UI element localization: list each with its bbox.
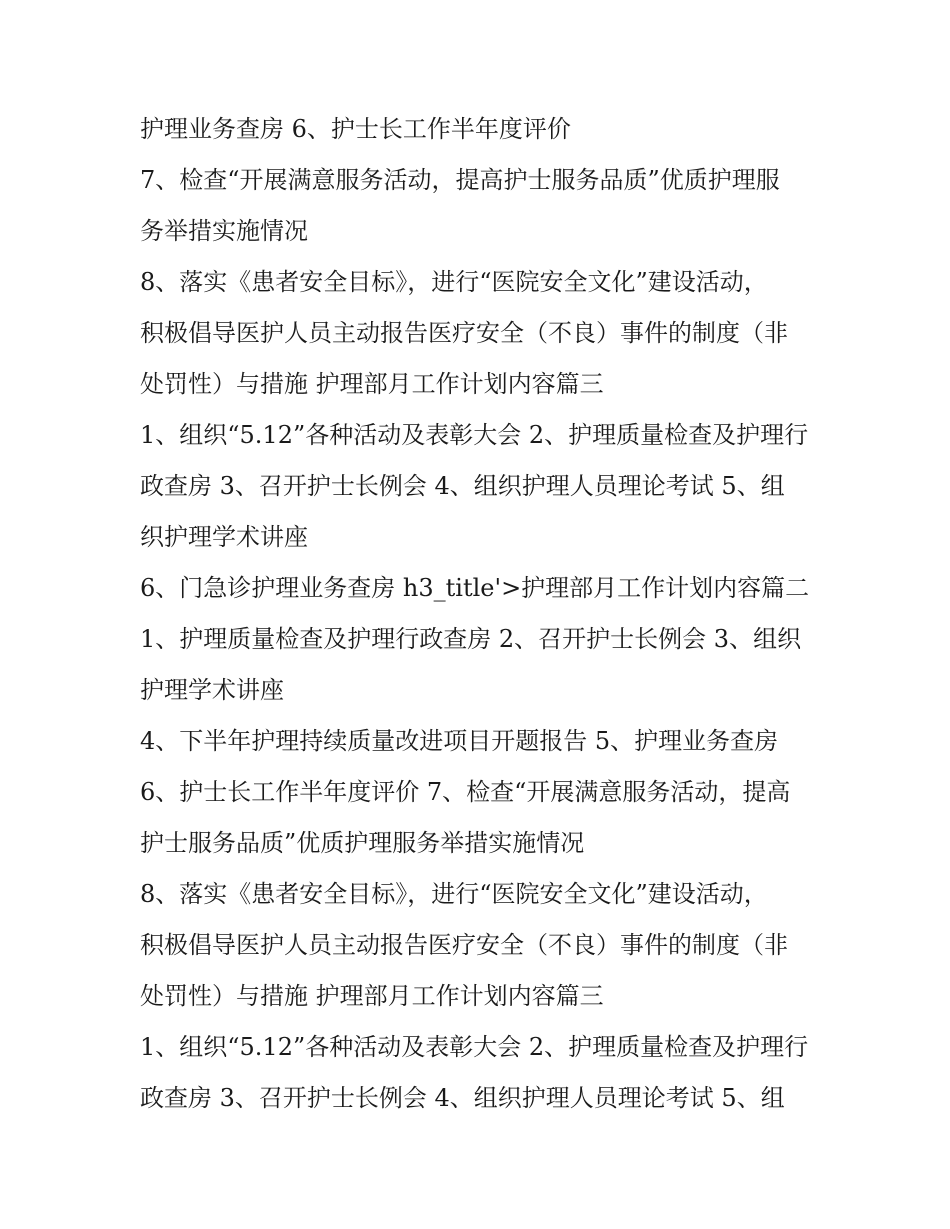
text-line: 处罚性）与措施 护理部月工作计划内容篇三 xyxy=(140,370,604,398)
text-line: 8、落实《患者安全目标》，进行“医院安全文化”建设活动， xyxy=(140,268,768,296)
text-line: 1、组织“5.12”各种活动及表彰大会 2、护理质量检查及护理行 xyxy=(140,421,809,449)
text-line: 护理学术讲座 xyxy=(140,676,284,704)
text-line: 处罚性）与措施 护理部月工作计划内容篇三 xyxy=(140,982,604,1010)
text-line: 护理业务查房 6、护士长工作半年度评价 xyxy=(140,115,571,143)
text-line: 织护理学术讲座 xyxy=(140,523,308,551)
text-line: 1、组织“5.12”各种活动及表彰大会 2、护理质量检查及护理行 xyxy=(140,1033,809,1061)
text-line: 积极倡导医护人员主动报告医疗安全（不良）事件的制度（非 xyxy=(140,931,788,959)
text-line: 护士服务品质”优质护理服务举措实施情况 xyxy=(140,829,585,857)
text-line: 积极倡导医护人员主动报告医疗安全（不良）事件的制度（非 xyxy=(140,319,788,347)
text-line: 6、门急诊护理业务查房 h3_title'>护理部月工作计划内容篇二 xyxy=(140,574,810,602)
text-line: 1、护理质量检查及护理行政查房 2、召开护士长例会 3、组织 xyxy=(140,625,802,653)
text-line: 8、落实《患者安全目标》，进行“医院安全文化”建设活动， xyxy=(140,880,768,908)
text-line: 4、下半年护理持续质量改进项目开题报告 5、护理业务查房 xyxy=(140,727,779,755)
text-line: 政查房 3、召开护士长例会 4、组织护理人员理论考试 5、组 xyxy=(140,1084,785,1112)
text-line: 7、检查“开展满意服务活动，提高护士服务品质”优质护理服 xyxy=(140,166,780,194)
text-line: 政查房 3、召开护士长例会 4、组织护理人员理论考试 5、组 xyxy=(140,472,785,500)
text-line: 务举措实施情况 xyxy=(140,217,308,245)
text-line: 6、护士长工作半年度评价 7、检查“开展满意服务活动，提高 xyxy=(140,778,791,806)
document-body xyxy=(140,104,820,1124)
